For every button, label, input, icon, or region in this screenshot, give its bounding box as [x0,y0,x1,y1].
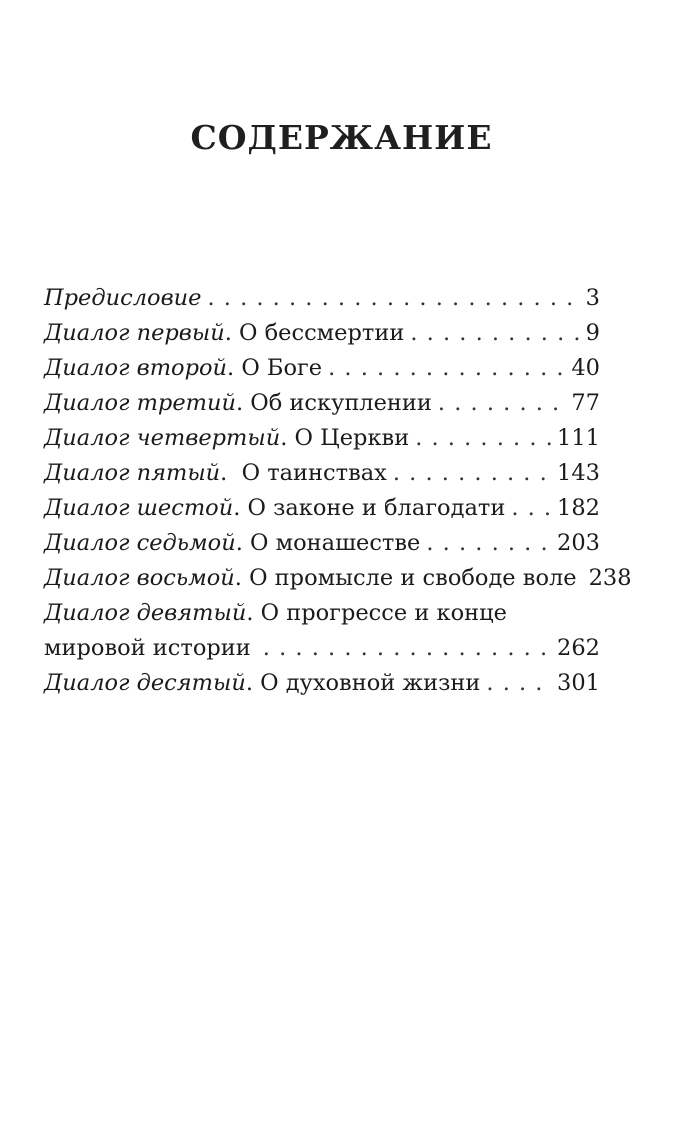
toc-page-number: 182 [557,495,600,521]
toc-page-number: 203 [557,530,600,556]
toc-entry-preface [44,281,600,316]
toc-entry-dialog-3 [44,386,600,421]
toc-page-number: 3 [585,285,600,311]
leader-dots [415,421,551,456]
toc-page-number: 301 [557,670,600,696]
toc-entry-subtitle: . О таинствах [220,460,387,486]
leader-dots [393,456,551,491]
toc-entry-title: Диалог шестой [44,495,234,521]
toc-entry-dialog-6 [44,491,600,526]
leader-dots [426,526,551,561]
leader-dots [207,281,579,316]
toc-entry-title: Диалог пятый [44,460,221,486]
toc-entry-dialog-4 [44,421,600,456]
toc-entry-subtitle: . О Церкви [280,425,410,451]
toc-page-number: 40 [571,355,600,381]
toc-page-number: 77 [571,390,600,416]
toc-entry-dialog-5 [44,456,600,491]
toc-entry-subtitle: . О духовной жизни [245,670,481,696]
leader-dots [410,316,579,351]
toc-entry-dialog-1 [44,316,600,351]
toc-entry-dialog-2 [44,351,600,386]
toc-entry-subtitle: . О законе и благодати [233,495,506,521]
toc-entry-title: Диалог девятый [44,600,247,626]
toc-page-number: 111 [557,425,600,451]
toc-entry-title: Диалог седьмой [44,530,236,556]
toc-entry-subtitle: . О Боге [227,355,323,381]
toc-entry-title: Диалог второй [44,355,228,381]
toc-entry-title: Диалог десятый [44,670,246,696]
toc-entry-title: Диалог четвертый [44,425,281,451]
toc-entry-subtitle: . О монашестве [235,530,421,556]
toc-entry-subtitle: . О прогрессе и конце [246,600,507,626]
toc-entry-subtitle: . О бессмертии [224,320,405,346]
leader-dots [486,666,551,701]
toc-entry-title: Предисловие [44,285,202,311]
table-of-contents [44,281,632,701]
toc-entry-dialog-9 [44,596,600,666]
toc-entry-dialog-10 [44,666,600,701]
toc-entry-dialog-8 [44,561,632,596]
leader-dots [511,491,551,526]
toc-entry-subtitle: . Об искуплении [235,390,432,416]
leader-dots [438,386,565,421]
toc-entry-title: Диалог восьмой [44,565,235,591]
toc-page-number: 238 [588,565,632,591]
page-title: СОДЕРЖАНИЕ [190,118,493,157]
toc-entry-title: Диалог первый [44,320,225,346]
toc-page-number: 9 [585,320,600,346]
toc-page-number: 262 [557,635,600,661]
toc-entry-subtitle: . О промысле и свободе воле [234,565,577,591]
toc-entry-dialog-7 [44,526,600,561]
toc-entry-title: Диалог третий [44,390,236,416]
leader-dots [328,351,565,386]
toc-page-number: 143 [557,460,600,486]
leader-dots [263,631,551,666]
toc-entry-subtitle-cont: мировой истории [44,635,251,661]
